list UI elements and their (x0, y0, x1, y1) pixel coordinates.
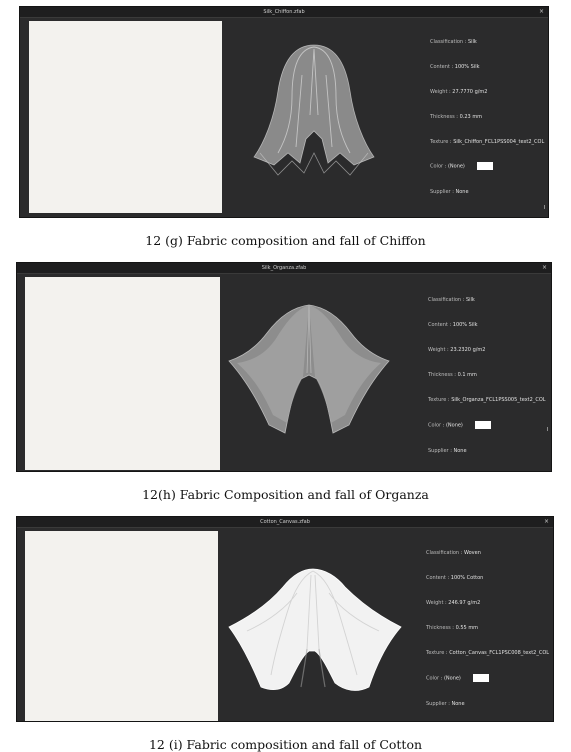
prop-content: Content : 100% Silk (430, 64, 480, 70)
prop-thickness: Thickness : 0.23 mm (430, 114, 483, 120)
window-titlebar (20, 7, 548, 18)
prop-color: Color : (None) (430, 162, 493, 170)
prop-classification: Classification : Silk (428, 297, 475, 303)
fabric-panel-cotton (16, 516, 554, 722)
prop-texture: Texture : Cotton_Canvas_FCL1PSC008_text2_COL (426, 650, 550, 656)
prop-supplier: Supplier : None (426, 701, 465, 707)
color-swatch-chip[interactable] (475, 421, 491, 429)
fabric-panel-organza (16, 262, 552, 472)
prop-supplier: Supplier : None (430, 189, 469, 195)
prop-thickness: Thickness : 0.55 mm (426, 625, 479, 631)
scrollbar-marker[interactable] (547, 427, 548, 431)
close-icon[interactable]: × (541, 264, 547, 271)
prop-texture: Texture : Silk_Chiffon_FCL1PSS004_text2_COL (430, 139, 545, 145)
figure-caption-cotton: 12 (i) Fabric composition and fall of Cotton (148, 737, 423, 752)
fabric-swatch (25, 277, 220, 470)
scrollbar-marker[interactable] (544, 205, 545, 209)
prop-color: Color : (None) (426, 674, 489, 682)
prop-content: Content : 100% Silk (428, 322, 478, 328)
prop-texture: Texture : Silk_Organza_FCL1PSS005_text2_COL (428, 397, 546, 403)
prop-classification: Classification : Silk (430, 39, 477, 45)
prop-content: Content : 100% Cotton (426, 575, 484, 581)
fabric-swatch (29, 21, 222, 213)
fabric-panel-chiffon (19, 6, 549, 218)
window-titlebar (17, 517, 553, 528)
color-swatch-chip[interactable] (473, 674, 489, 682)
close-icon[interactable]: × (543, 518, 549, 525)
color-swatch-chip[interactable] (477, 162, 493, 170)
prop-thickness: Thickness : 0.1 mm (428, 372, 477, 378)
window-title: Cotton_Canvas.zfab (260, 519, 310, 525)
figure-caption-organza: 12(h) Fabric Composition and fall of Organza (142, 487, 429, 502)
figure-caption-chiffon: 12 (g) Fabric composition and fall of Chiffon (145, 233, 426, 248)
drape-preview (227, 563, 403, 709)
fabric-swatch (25, 531, 218, 721)
prop-supplier: Supplier : None (428, 448, 467, 454)
prop-weight: Weight : 27.7770 g/m2 (430, 89, 488, 95)
drape-preview (227, 295, 391, 449)
window-title: Silk_Chiffon.zfab (263, 9, 305, 15)
close-icon[interactable]: × (538, 8, 544, 15)
window-title: Silk_Organza.zfab (261, 265, 307, 271)
window-titlebar (17, 263, 551, 274)
prop-color: Color : (None) (428, 421, 491, 429)
prop-weight: Weight : 246.97 g/m2 (426, 600, 481, 606)
prop-weight: Weight : 23.2320 g/m2 (428, 347, 486, 353)
prop-classification: Classification : Woven (426, 550, 481, 556)
drape-preview (248, 35, 380, 185)
